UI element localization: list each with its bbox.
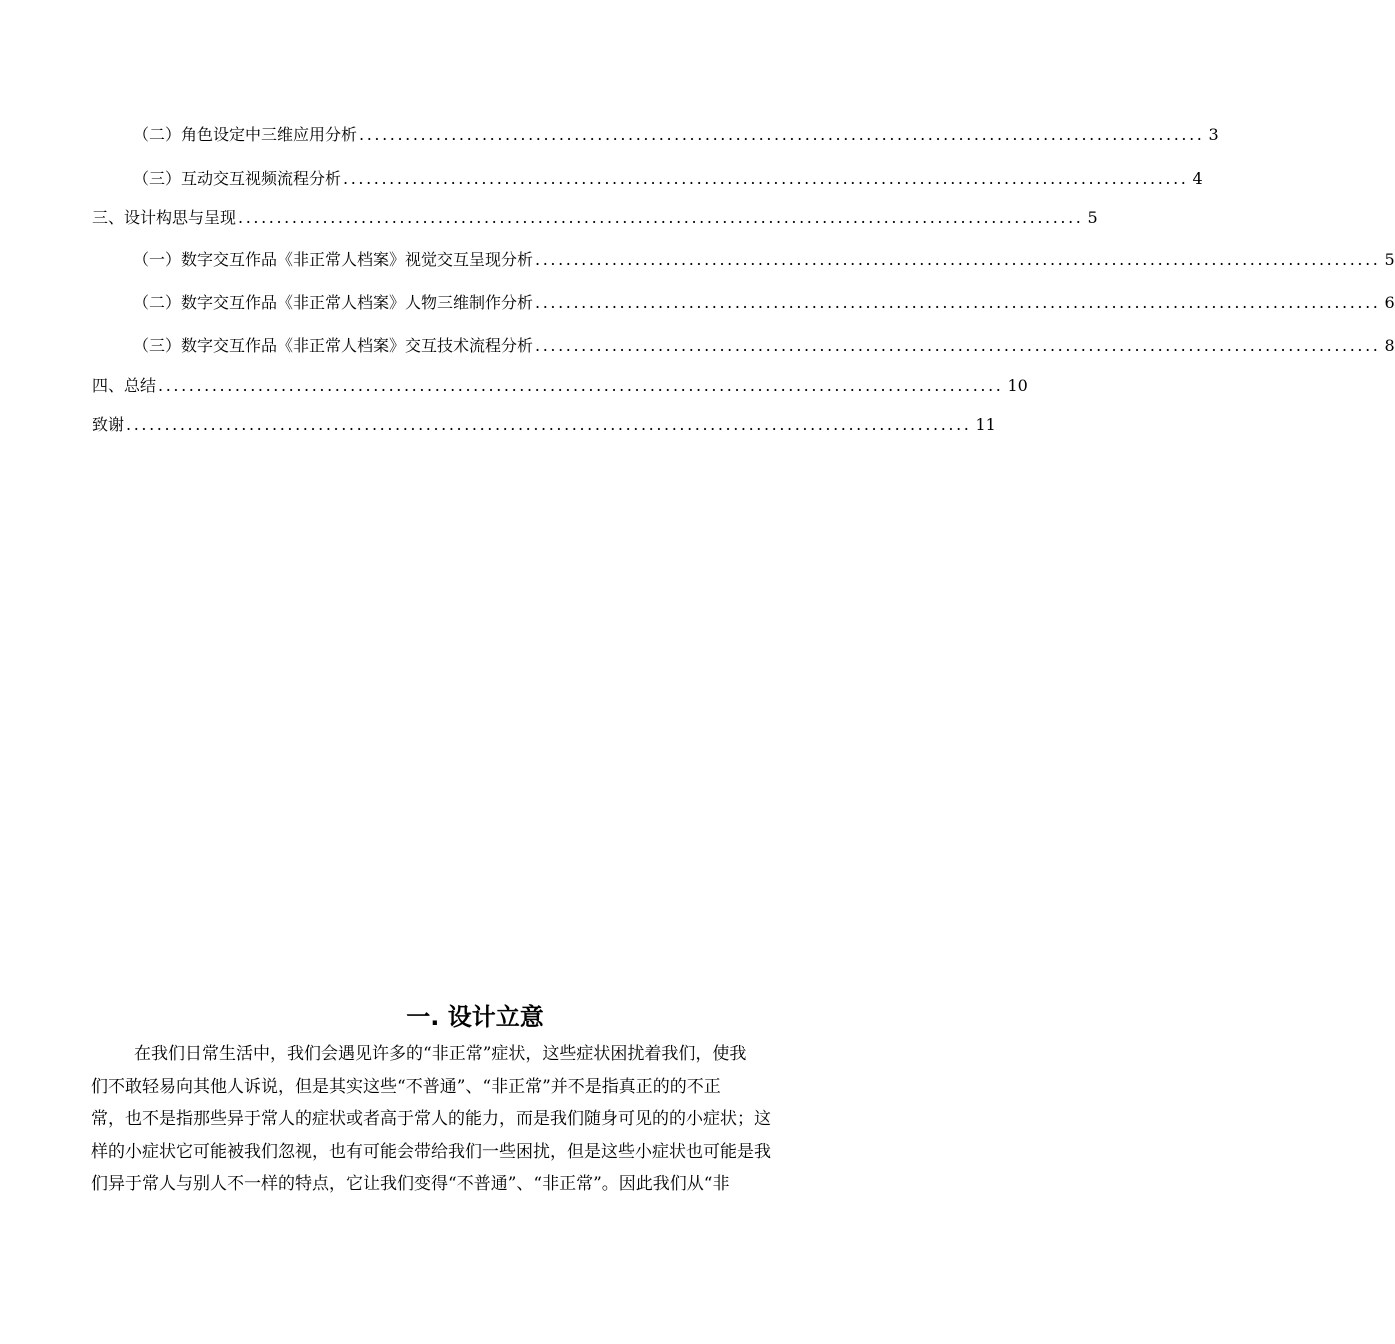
toc-leader-dots: .............................................................................................................. — [343, 169, 1189, 188]
body-paragraph — [91, 1038, 859, 1201]
toc-entry[interactable] — [133, 290, 1395, 314]
toc-entry[interactable] — [92, 205, 1098, 229]
paragraph-line: 在我们日常生活中，我们会遇见许多的“非正常”症状，这些症状困扰着我们，使我 — [134, 1044, 747, 1064]
toc-entry-title: （二）数字交互作品《非正常人档案》人物三维制作分析 — [133, 293, 534, 312]
toc-entry[interactable] — [133, 333, 1395, 357]
toc-entry-page: 5 — [1083, 207, 1097, 229]
paragraph-line: 样的小症状它可能被我们忽视，也有可能会带给我们一些困扰，但是这些小症状也可能是我 — [91, 1141, 771, 1162]
toc-entry-page: 8 — [1380, 335, 1394, 357]
section-heading: 一. 设计立意 — [406, 1003, 544, 1031]
paragraph-line: 常，也不是指那些异于常人的症状或者高于常人的能力，而是我们随身可见的的小症状；这 — [91, 1109, 771, 1129]
toc-entry-title: 四、总结 — [92, 376, 157, 395]
toc-leader-dots: .............................................................................................................. — [238, 208, 1084, 227]
toc-leader-dots: .............................................................................................................. — [126, 415, 972, 434]
toc-entry[interactable] — [133, 122, 1219, 146]
toc-entry-page: 5 — [1380, 249, 1394, 271]
paragraph-line: 们不敢轻易向其他人诉说，但是其实这些“不普通”、“非正常”并不是指真正的的不正 — [91, 1076, 721, 1097]
toc-entry-title: （二）角色设定中三维应用分析 — [133, 125, 358, 144]
toc-entry[interactable] — [133, 247, 1395, 271]
toc-leader-dots: .............................................................................................................. — [535, 293, 1381, 312]
toc-entry-page: 10 — [1003, 375, 1027, 397]
toc-entry-title: （三）互动交互视频流程分析 — [133, 169, 342, 188]
toc-entry-title: （三）数字交互作品《非正常人档案》交互技术流程分析 — [133, 336, 534, 355]
toc-leader-dots: .............................................................................................................. — [535, 250, 1381, 269]
toc-leader-dots: .............................................................................................................. — [359, 125, 1205, 144]
toc-entry[interactable] — [92, 373, 1028, 397]
paragraph-line: 们异于常人与别人不一样的特点，它让我们变得“不普通”、“非正常”。因此我们从“非 — [91, 1174, 730, 1194]
toc-leader-dots: .............................................................................................................. — [158, 376, 1004, 395]
toc-entry-title: 致谢 — [92, 415, 125, 434]
toc-entry[interactable] — [133, 166, 1203, 190]
toc-entry-page: 4 — [1188, 168, 1202, 190]
toc-leader-dots: .............................................................................................................. — [535, 336, 1381, 355]
toc-entry-page: 6 — [1380, 292, 1394, 314]
toc-entry-page: 11 — [971, 414, 995, 436]
toc-entry-page: 3 — [1204, 124, 1218, 146]
toc-entry-title: 三、设计构思与呈现 — [92, 208, 237, 227]
toc-entry[interactable] — [92, 412, 996, 436]
toc-entry-title: （一）数字交互作品《非正常人档案》视觉交互呈现分析 — [133, 250, 534, 269]
